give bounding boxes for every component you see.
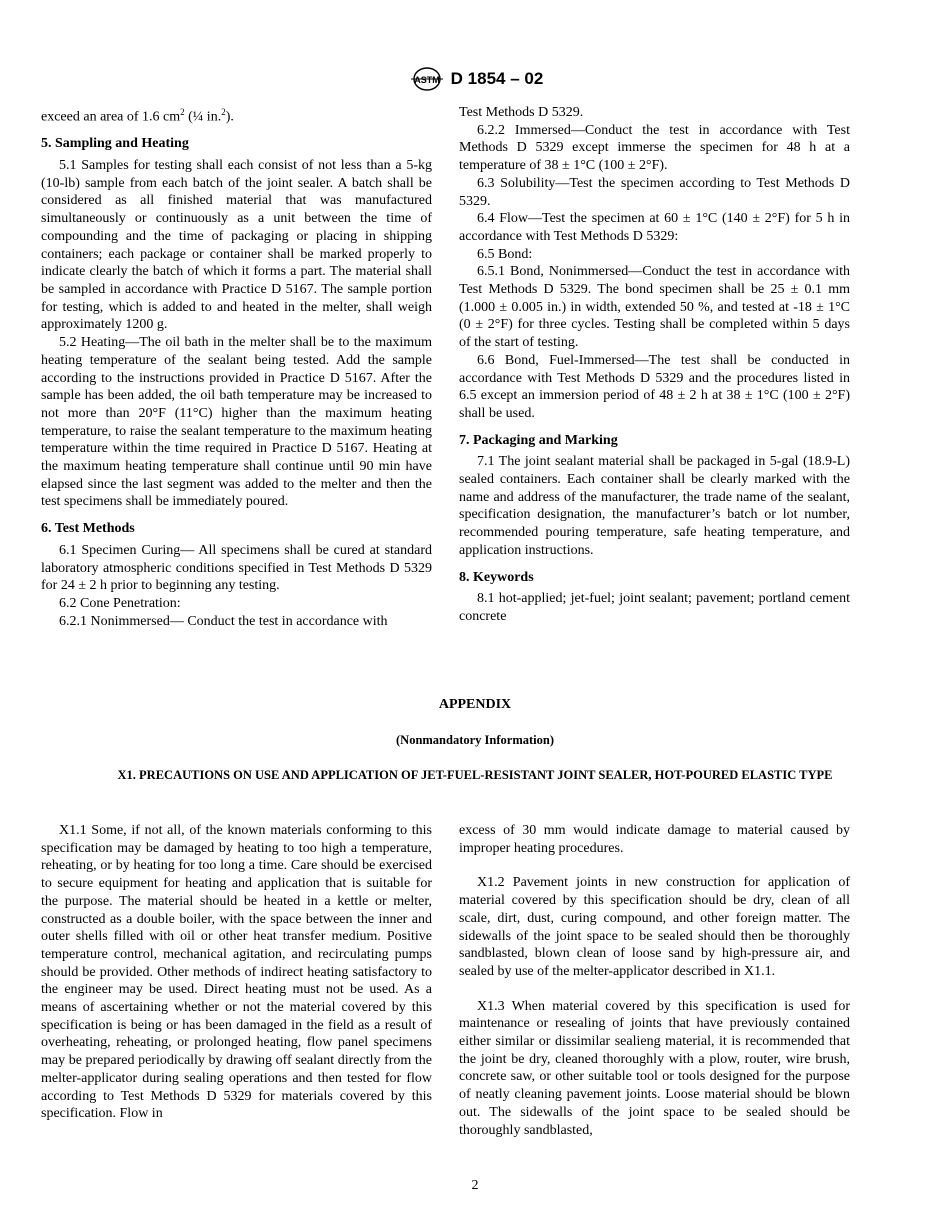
paragraph-x1-3: X1.3 When material covered by this specification is used for maintenance or resealing of joints that have previously contained either similar or dissimilar sealieng material, it is recommended that the joint be dry, cleaned thoroughly with a plow, router, wire brush, concrete saw, or other suitable tool or tools designed for the purpose of neatly cleaning pavement joints. Loose material should be blown out. The sidewalls of the joint space to be sealed should be thoroughly sandblasted, [459,998,850,1138]
paragraph-x1-2: X1.2 Pavement joints in new construction for application of material covered by this specification should be dry, clean of all scale, dirt, dust, curing compound, and other foreign matter. The sidewalls of the joint space to be sealed should then be thoroughly sandblasted, blown clean of loose sand by high-pressure air, and sealed by use of the melter-applicator described in X1.1. [459,875,850,979]
paragraph-6-4: 6.4 Flow—Test the specimen at 60 ± 1°C (140 ± 2°F) for 5 h in accordance with Test Methods D 5329: [459,211,850,244]
appendix-subtitle: (Nonmandatory Information) [396,733,554,747]
paragraph-7-1: 7.1 The joint sealant material shall be packaged in 5-gal (18.9-L) sealed containers. Each container shall be clearly marked with the name and address of the manufacturer, the trade name of the sealant, specification designation, the manufacturer’s batch or lot number, recommended pouring temperature, safe heating temperature, and application instructions. [459,454,850,558]
paragraph-continued-right: Test Methods D 5329. [459,105,584,120]
paragraph-8-1: 8.1 hot-applied; jet-fuel; joint sealant; pavement; portland cement concrete [459,591,850,624]
paragraph-continued: exceed an area of 1.6 $cm^2$ (¼ in.$^2$). [41,107,234,125]
paragraph-6-5-1: 6.5.1 Bond, Nonimmersed—Conduct the test in accordance with Test Methods D 5329. The bond specimen shall be 25 ± 0.1 mm (1.000 ± 0.005 in.) in width, extended 50 %, and tested at -18 ± 1°C (0 ± 2°F) for three cycles. Testing shall be completed within 5 days of the start of testing. [459,264,850,351]
section-heading-6: 6. Test Methods [41,521,135,537]
paragraph-x1-1-continued: excess of 30 mm would indicate damage to material caused by improper heating procedures. [459,823,850,856]
document-designation: D 1854 – 02 [450,69,544,88]
section-heading-8: 8. Keywords [459,569,534,585]
page-number: 2 [471,1178,479,1193]
right-column-bottom [459,822,850,1139]
paragraph-5-1: 5.1 Samples for testing shall each consist of not less than a 5-kg (10-lb) sample from each batch of the joint sealer. A batch shall be considered as all finished material that was manufactured simultaneously or continuously as a unit between the time of compounding and the time of packaging or placing in shipping containers; each package or container shall be marked properly to indicate clearly the batch of which it forms a part. The material shall be sampled in accordance with Practice D 5167. The sample portion for testing, which is added to and heated in the melter, shall weigh approximately 1200 g. [41,158,432,333]
paragraph-6-3: 6.3 Solubility—Test the specimen according to Test Methods D 5329. [459,175,850,209]
appendix-heading: X1. PRECAUTIONS ON USE AND APPLICATION OF JET-FUEL-RESISTANT JOINT SEALER, HOT-POURED ELASTIC TYPE [117,768,833,782]
paragraph-5-2: 5.2 Heating—The oil bath in the melter shall be to the maximum heating temperature of the sealant being tested. Add the sample according to the instructions provided in Practice D 5167. After the sample has been added, the oil bath temperature may be increased to not more than 20°F (11°C) higher than the maximum heating temperature, to raise the sealant temperature to the maximum heating temperature within the time required in Practice D 5167. Heating at the maximum heating temperature shall continue until 90 min have elapsed since the last segment was added to the melter and then the test specimens shall be immediately poured. [41,335,432,510]
astm-logo-icon [407,66,447,92]
paragraph-6-2-2: 6.2.2 Immersed—Conduct the test in accordance with Test Methods D 5329 except immerse the specimen for 48 h at a temperature of 38 ± 1°C (100 ± 2°F). [459,122,850,174]
astm-logo-text: ASTM [413,75,440,85]
paragraph-6-2: 6.2 Cone Penetration: [59,595,181,611]
section-heading-5: 5. Sampling and Heating [41,136,189,152]
page-header [0,66,950,92]
section-heading-7: 7. Packaging and Marking [459,432,618,448]
right-column-top [459,104,850,626]
paragraph-6-1: 6.1 Specimen Curing— All specimens shall be cured at standard laboratory atmospheric conditions specified in Test Methods D 5329 for 24 ± 2 h prior to beginning any testing. [41,542,432,594]
appendix-title: APPENDIX [438,697,512,712]
paragraph-6-6: 6.6 Bond, Fuel-Immersed—The test shall be conducted in accordance with Test Methods D 5329 and the procedures listed in 6.5 except an immersion period of 48 ± 2 h at 38 ± 1°C (100 ± 2°F) shall be used. [459,352,850,421]
left-column-top [41,104,432,630]
paragraph-6-5: 6.5 Bond: [477,246,533,262]
paragraph-6-2-1: 6.2.1 Nonimmersed— Conduct the test in accordance with [59,613,388,629]
left-column-bottom [41,822,432,1123]
paragraph-x1-1: X1.1 Some, if not all, of the known materials conforming to this specification may be damaged by heating to too high a temperature, reheating, or by heating for too long a time. Care should be exercised to secure equipment for heating and application that is suitable for the purpose. The material should be heated in a kettle or melter, constructed as a double boiler, with the space between the inner and outer shells filled with oil or other heat transfer medium. Positive temperature control, mechanical agitation, and recirculating pumps should be provided. Other methods of indirect heating satisfactory to the engineer may be used. Direct heating must not be used. As a means of ascertaining whether or not the material covered by this specification is being or has been damaged in the field as a result of overheating, reheating, or prolonged heating, flow panel specimens may be prepared periodically by drawing off sealant directly from the melter-applicator during sealing operations and then tested for flow according to Test Methods D 5329 for materials covered by this specification. Flow in [41,823,432,1122]
